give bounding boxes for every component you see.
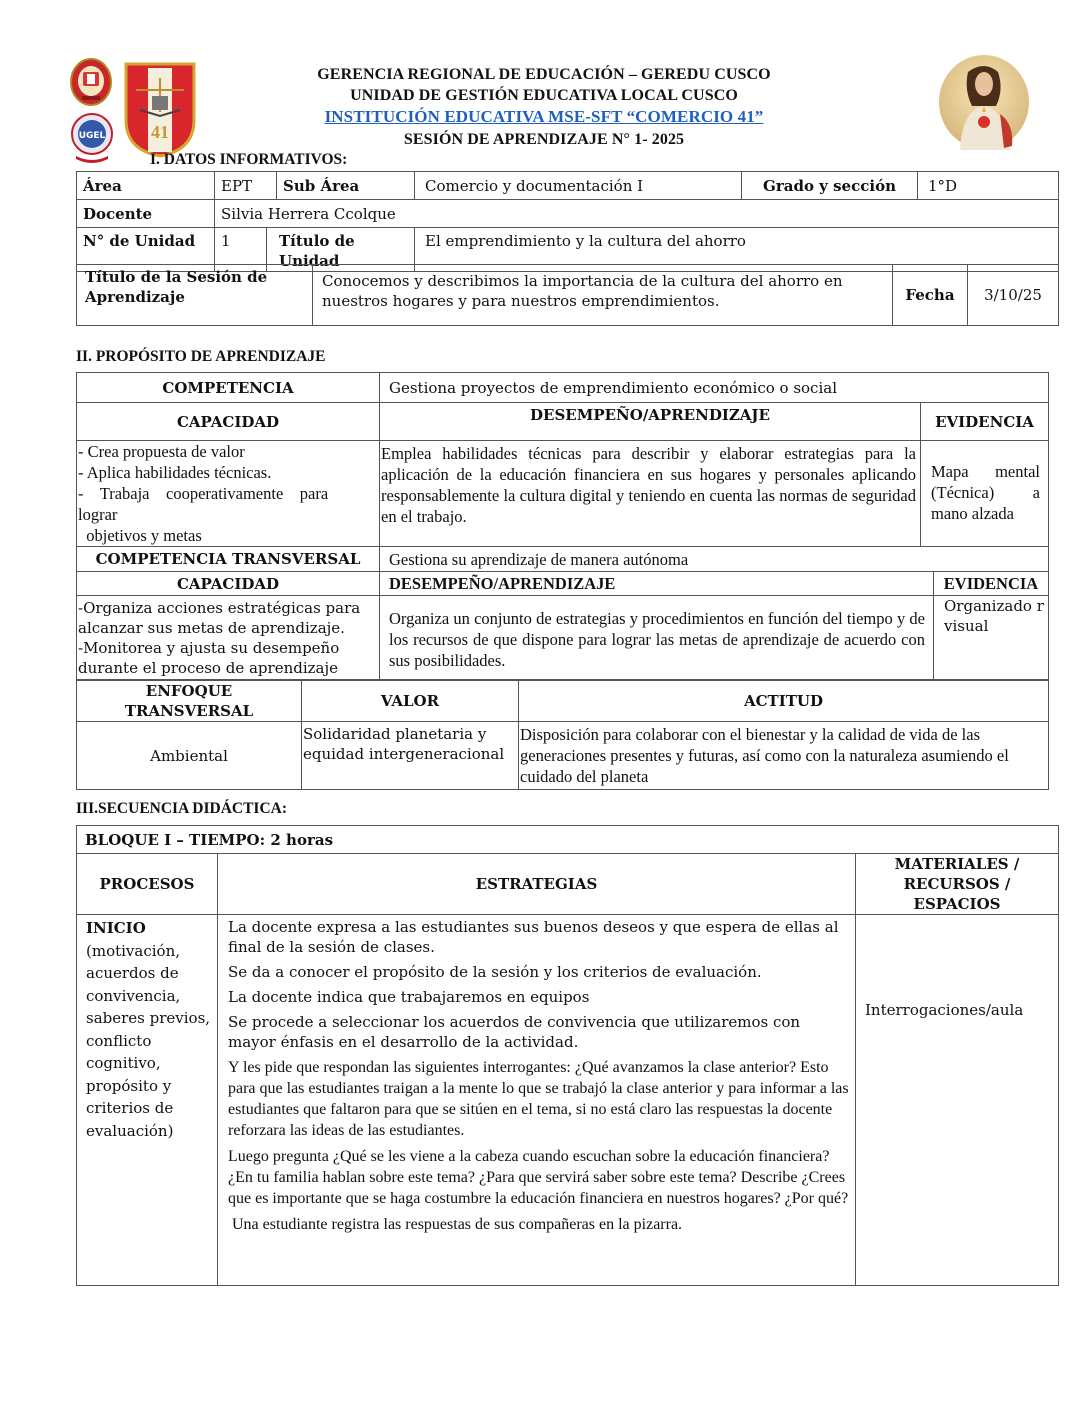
t-evidencia-label: EVIDENCIA — [934, 572, 1049, 596]
materiales-value: Interrogaciones/aula — [856, 915, 1059, 1286]
capacidades-list — [77, 441, 380, 547]
estrategia-item: Una estudiante registra las respuestas de sus compañeras en la pizarra. — [228, 1216, 683, 1233]
titulo-sesion-label: Título de la Sesión de Aprendizaje — [77, 265, 313, 326]
t-capacidad-label: CAPACIDAD — [77, 572, 380, 596]
header-institution-link[interactable] — [0, 108, 1088, 127]
area-value: EPT — [215, 172, 277, 200]
unidad-value: 1 — [215, 228, 267, 272]
subarea-value: Comercio y documentación I — [415, 172, 742, 200]
svg-text:UGEL: UGEL — [78, 131, 106, 141]
t-evidencia-value: Organizado r visual — [934, 596, 1049, 680]
valor-value: Solidaridad planetaria y equidad intergeneracional — [302, 722, 519, 790]
competencia-table — [76, 372, 1049, 547]
header-session: SESIÓN DE APRENDIZAJE N° 1- 2025 — [403, 131, 685, 148]
competencia-transversal-value: Gestiona su aprendizaje de manera autónoma — [380, 547, 1049, 572]
estrategia-item: Se da a conocer el propósito de la sesión y los criterios de evaluación. — [228, 963, 762, 981]
materiales-label: MATERIALES / RECURSOS / ESPACIOS — [856, 854, 1059, 915]
actitud-label: ACTITUD — [519, 681, 1049, 722]
svg-text:41: 41 — [151, 122, 169, 142]
t-capacidades-list — [77, 596, 380, 680]
titulo-sesion-value: Conocemos y describimos la importancia de la cultura del ahorro en nuestros hogares y para nuestros emprendimientos. — [313, 265, 893, 326]
secuencia-didactica-table — [76, 825, 1059, 1286]
desempeno-label: DESEMPEÑO/APRENDIZAJE — [380, 403, 921, 441]
enfoque-value: Ambiental — [77, 722, 302, 790]
inicio-cell — [77, 915, 218, 1286]
estrategias-cell — [218, 915, 856, 1286]
grado-value: 1°D — [918, 172, 1059, 200]
capacidad-item: lograr — [78, 505, 118, 524]
t-capacidad-item: -Monitorea y ajusta su desempeño durante el proceso de aprendizaje — [78, 639, 340, 677]
section-3-title: III.SECUENCIA DIDÁCTICA: — [76, 800, 288, 817]
estrategias-label: ESTRATEGIAS — [218, 854, 856, 915]
inicio-description: (motivación, acuerdos de convivencia, saberes previos, conflicto cognitivo, propósito y criterios de evaluación) — [86, 941, 211, 1140]
t-desempeno-label: DESEMPEÑO/APRENDIZAJE — [380, 572, 934, 596]
evidencia-value: Mapa mental (Técnica) a mano alzada — [921, 441, 1049, 547]
unidad-label: N° de Unidad — [77, 228, 215, 272]
t-desempeno-value: Organiza un conjunto de estrategias y procedimientos en función del tiempo y de los recursos de que dispone para lograr las metas de aprendizaje de acuerdo con sus posibilidades. — [380, 596, 934, 680]
t-capacidad-item: -Organiza acciones estratégicas para alcanzar sus metas de aprendizaje. — [78, 599, 361, 637]
bloque-title: BLOQUE I – TIEMPO: 2 horas — [77, 826, 1059, 854]
competencia-value: Gestiona proyectos de emprendimiento económico o social — [380, 373, 1049, 403]
enfoque-table — [76, 680, 1049, 790]
procesos-label: PROCESOS — [77, 854, 218, 915]
institution-link[interactable]: INSTITUCIÓN EDUCATIVA MSE-SFT “COMERCIO 41” — [324, 107, 764, 126]
header-ugel: UNIDAD DE GESTIÓN EDUCATIVA LOCAL CUSCO — [350, 87, 738, 104]
desempeno-value: Emplea habilidades técnicas para describir y elaborar estrategias para la aplicación de la educación financiera en sus hogares y personales aplicando responsablemente la cultura digital y teniendo en cuenta las normas de seguridad en el trabajo. — [380, 441, 921, 547]
titulo-unidad-value: El emprendimiento y la cultura del ahorro — [415, 228, 1059, 272]
competencia-transversal-table — [76, 546, 1049, 680]
capacidad-item: - Aplica habilidades técnicas. — [78, 463, 272, 482]
evidencia-label: EVIDENCIA — [921, 403, 1049, 441]
area-label: Área — [77, 172, 215, 200]
fecha-value: 3/10/25 — [968, 265, 1059, 326]
estrategia-item: La docente indica que trabajaremos en equipos — [228, 988, 590, 1006]
section-2-title: II. PROPÓSITO DE APRENDIZAJE — [76, 348, 326, 365]
capacidad-item: - Trabaja cooperativamente para — [78, 484, 329, 503]
capacidad-label: CAPACIDAD — [77, 403, 380, 441]
competencia-transversal-label: COMPETENCIA TRANSVERSAL — [77, 547, 380, 572]
estrategia-item: Se procede a seleccionar los acuerdos de convivencia que utilizaremos con mayor énfasis en el desarrollo de la actividad. — [228, 1013, 801, 1051]
competencia-label: COMPETENCIA — [77, 373, 380, 403]
capacidad-item: - Crea propuesta de valor — [78, 442, 245, 461]
actitud-value: Disposición para colaborar con el bienestar y la calidad de vida de las generaciones presentes y futuras, así como con la naturaleza asumiendo el cuidado del planeta — [519, 722, 1049, 790]
titulo-unidad-label: Título de Unidad — [267, 228, 415, 272]
estrategia-item: Y les pide que respondan las siguientes interrogantes: ¿Qué avanzamos la clase anterior? Esto para que las estudiantes traigan a la mente lo que se trabajó la clase anterior y para informar a las estudiantes que faltaron para que se sitúen en el tema, si no está claro las respuestas la docente reforzara las ideas de las estudiantes. — [228, 1059, 849, 1139]
titulo-sesion-table — [76, 264, 1059, 326]
subarea-label: Sub Área — [277, 172, 415, 200]
inicio-title: INICIO — [86, 919, 146, 937]
header-gerencia: GERENCIA REGIONAL DE EDUCACIÓN – GEREDU CUSCO — [317, 66, 771, 83]
estrategia-item: La docente expresa a las estudiantes sus buenos deseos y que espera de ellas al final de la sesión de clases. — [228, 918, 839, 956]
estrategia-item: Luego pregunta ¿Qué se les viene a la cabeza cuando escuchan sobre la educación financiera? ¿En tu familia hablan sobre este tema? ¿Para que servirá saber sobre este tema? Describe ¿Crees que es importante que se haga costumbre la educación financiera en nuestros hogares? ¿Por qué? — [228, 1148, 849, 1207]
grado-label: Grado y sección — [742, 172, 918, 200]
docente-label: Docente — [77, 200, 215, 228]
datos-informativos-table — [76, 171, 1059, 272]
enfoque-label: ENFOQUE TRANSVERSAL — [77, 681, 302, 722]
section-1-title: I. DATOS INFORMATIVOS: — [150, 151, 348, 168]
capacidad-item: objetivos y metas — [78, 526, 202, 545]
fecha-label: Fecha — [893, 265, 968, 326]
docente-value: Silvia Herrera Ccolque — [215, 200, 1059, 228]
valor-label: VALOR — [302, 681, 519, 722]
